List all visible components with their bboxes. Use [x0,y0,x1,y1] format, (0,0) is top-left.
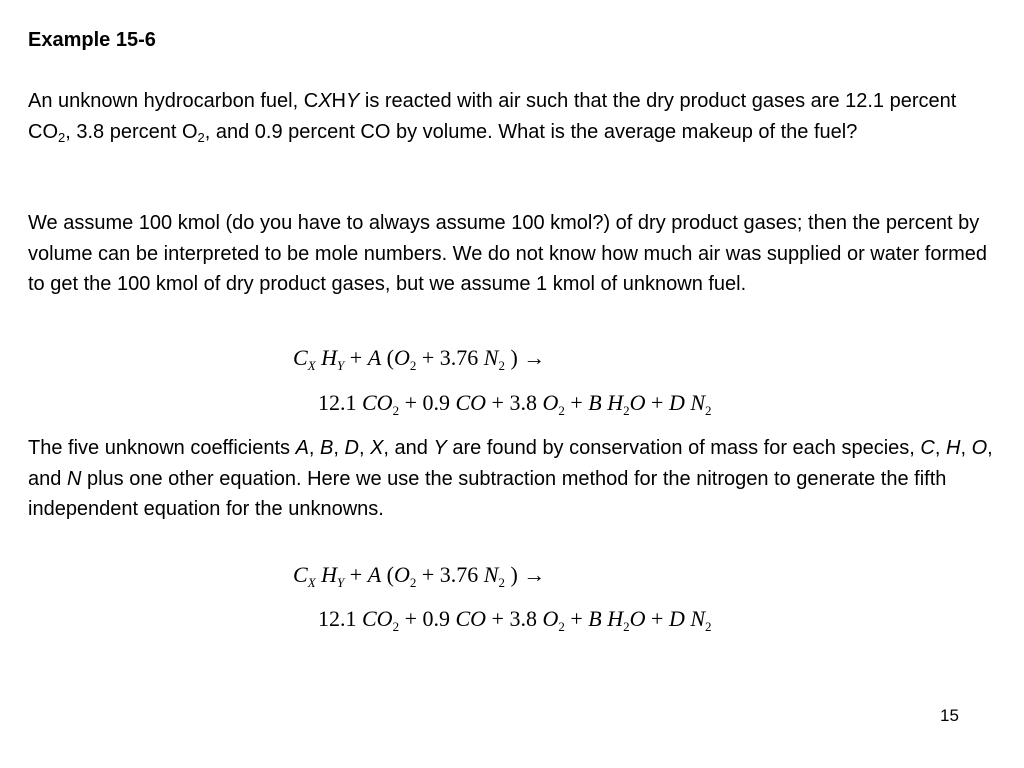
problem-statement [28,86,1000,147]
page-number: 15 [940,706,959,725]
problem-text-3: is reacted with air such that the dry product gases are 12.1 percent CO [28,90,957,143]
problem-text-1: An unknown hydrocarbon fuel, C [28,90,319,112]
equation-1-rhs: 12.1 $CO_2 + 0.9$ CO + 3.8 $O_2 + B$ $H_2O + D$ $N_2$ [318,390,712,418]
equation-2-lhs: $C_X$ $H_Y + A$ ($O_2 + 3.76$ $N_2$ ) → [293,562,546,590]
var-x: X [318,90,332,112]
subscript: 2 [58,129,66,145]
arrow-icon: → [523,562,546,587]
slide-title: Example 15-6 [28,29,156,51]
problem-text-2: H [331,90,346,112]
problem-text-5: , and 0.9 percent CO by volume. What is the average makeup of the fuel? [204,120,858,143]
var-y: Y [345,90,360,112]
subscript: 2 [197,129,205,145]
unknowns-paragraph: The five unknown coefficients A, B, D, X, and Y are found by conservation of mass for each species, C, H, O, and N plus one other equation. Here we use the subtraction method for the nitrogen to generate the fifth independent equation for the unknowns. [28,437,993,520]
assumption-paragraph: We assume 100 kmol (do you have to always assume 100 kmol?) of dry product gases; then the percent by volume can be interpreted to be mole numbers. We do not know how much air was supplied or water formed to get the 100 kmol of dry product gases, but we assume 1 kmol of unknown fuel. [28,212,988,295]
equation-1-lhs: $C_X$ $H_Y + A$ ($O_2 + 3.76$ $N_2$ ) → [293,345,546,373]
problem-text-4: , 3.8 percent O [65,120,198,143]
equation-2-rhs: 12.1 $CO_2 + 0.9$ CO + 3.8 $O_2 + B$ $H_2O + D$ $N_2$ [318,606,712,634]
arrow-icon: → [523,345,546,370]
